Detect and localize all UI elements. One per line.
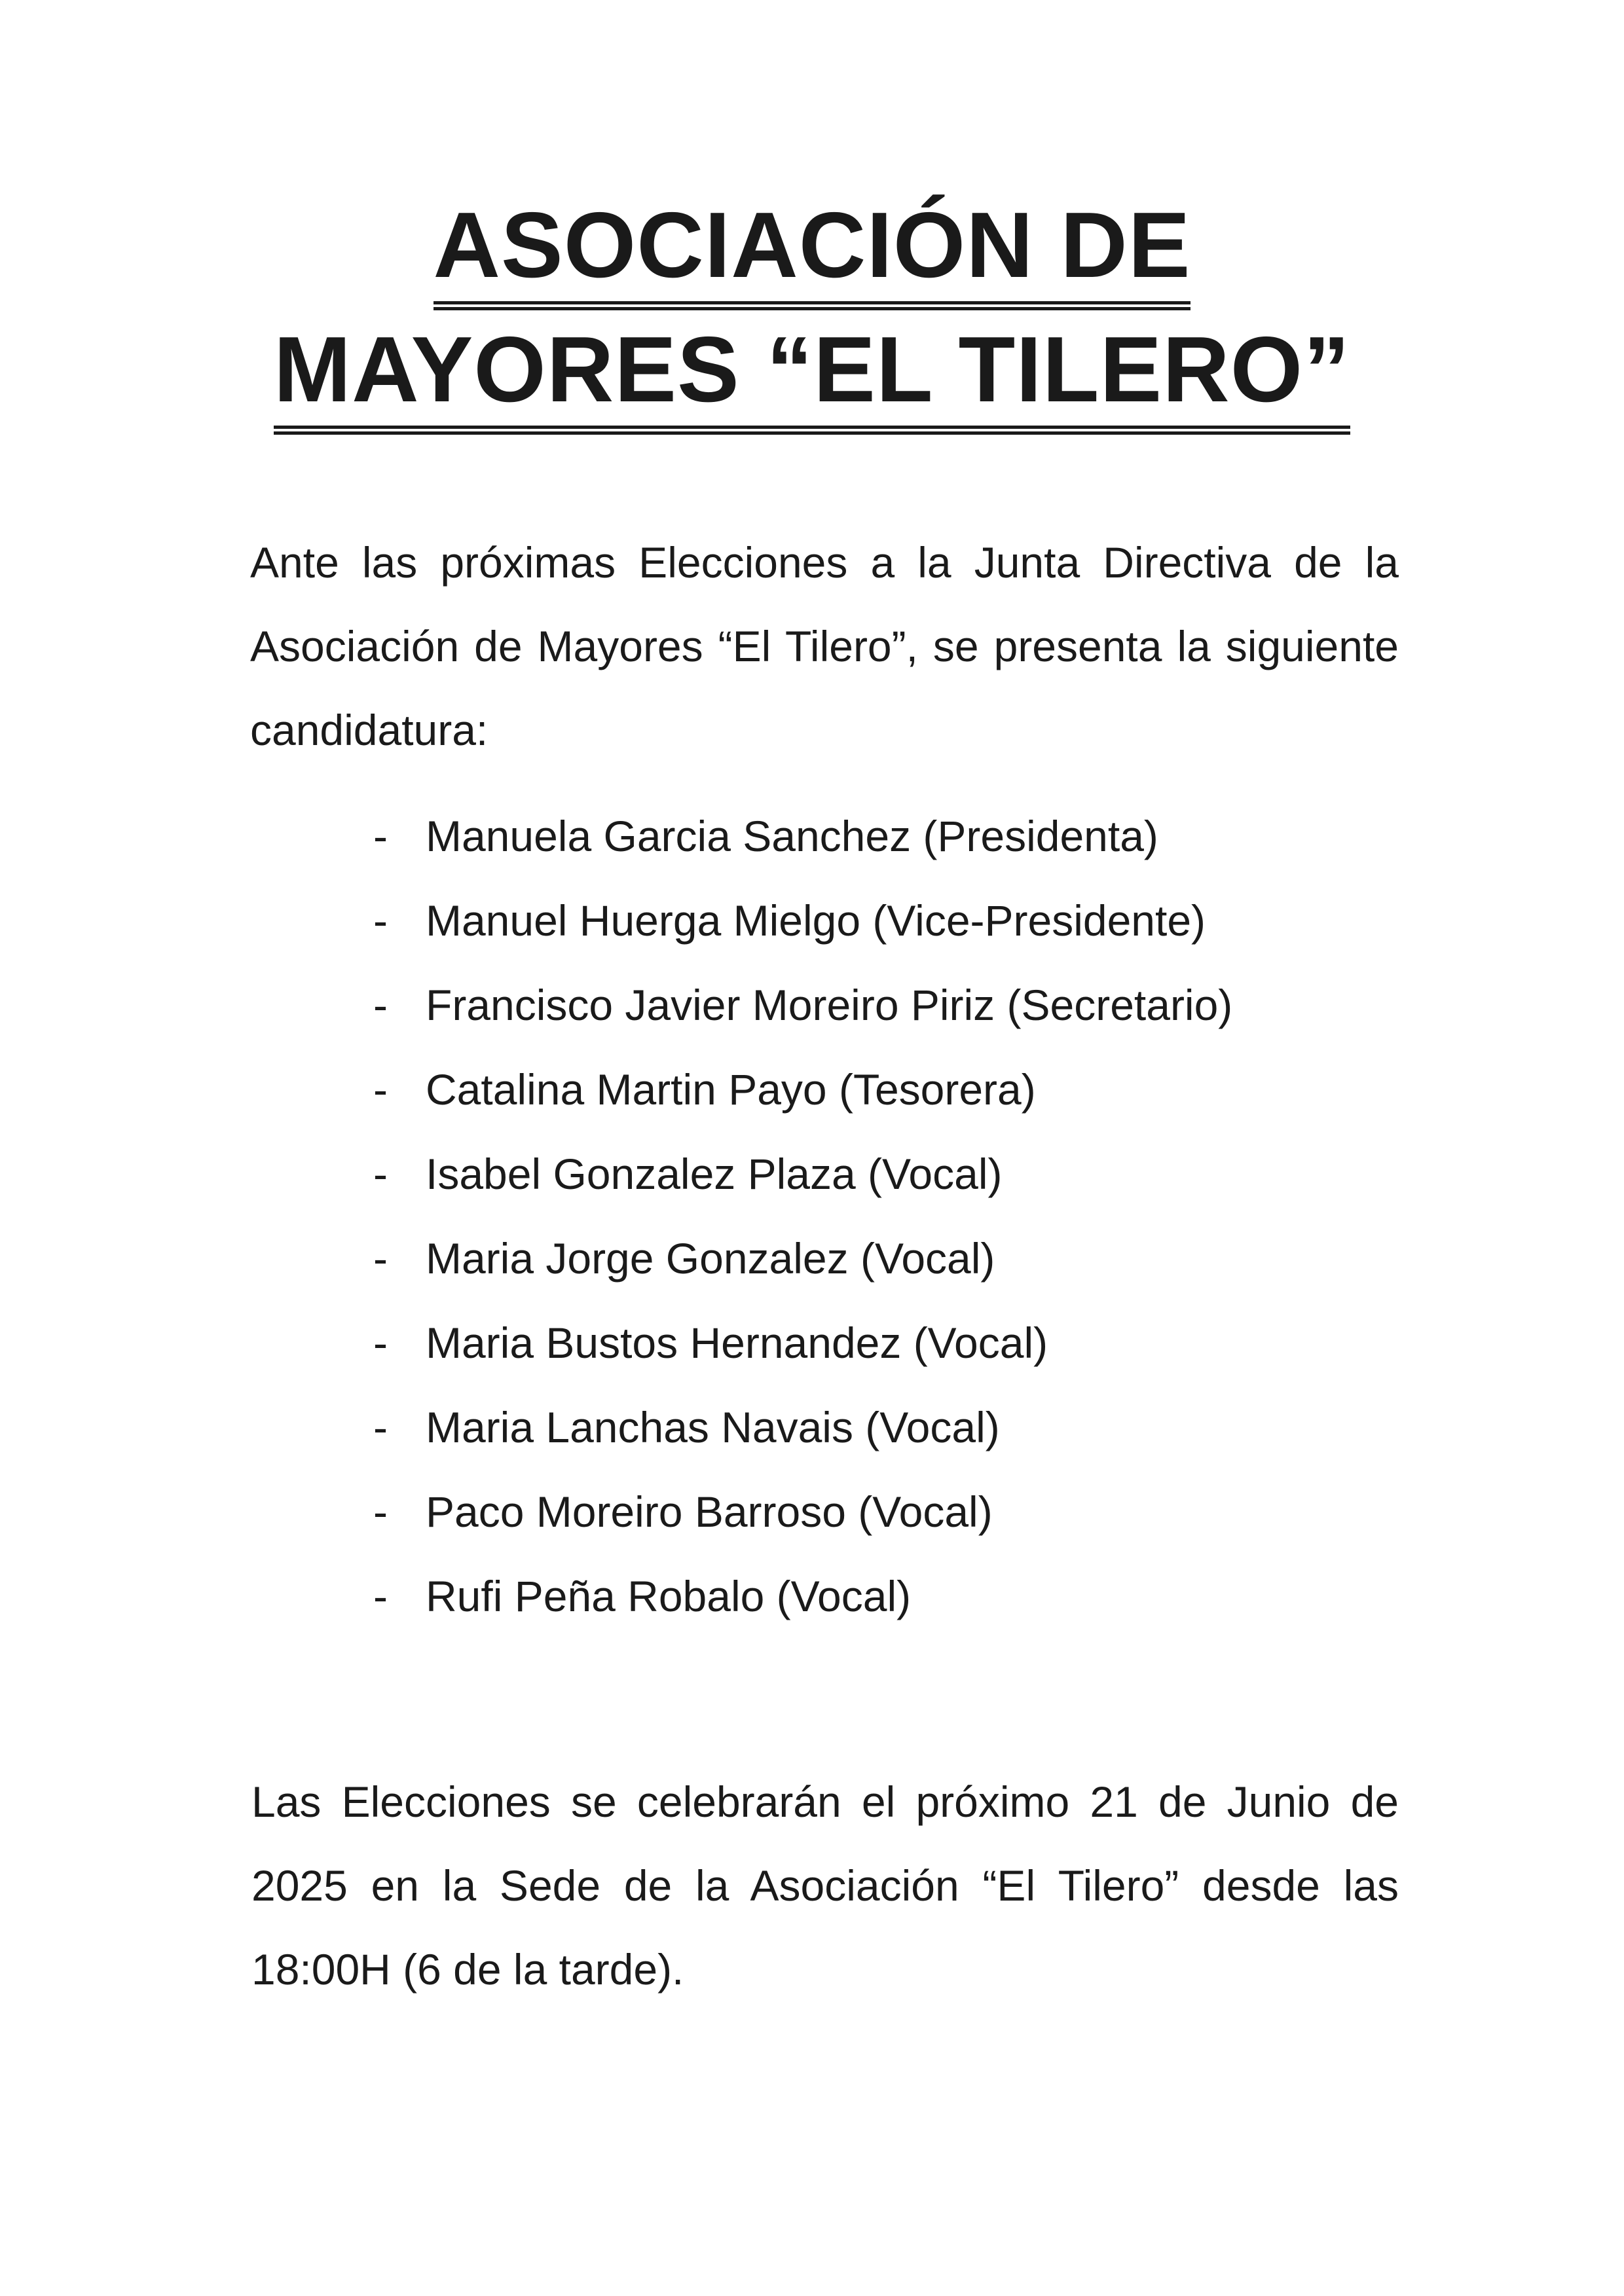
list-dash: - [373, 981, 388, 1029]
list-dash: - [373, 1572, 388, 1620]
list-item [373, 879, 1232, 963]
candidate-name: Catalina Martin Payo (Tesorera) [426, 1065, 1036, 1114]
candidate-name: Maria Lanchas Navais (Vocal) [426, 1403, 1000, 1451]
list-item [373, 1554, 1232, 1639]
candidate-name: Manuela Garcia Sanchez (Presidenta) [426, 812, 1158, 860]
candidate-name: Paco Moreiro Barroso (Vocal) [426, 1487, 993, 1536]
list-dash: - [373, 1065, 388, 1114]
candidate-name: Maria Jorge Gonzalez (Vocal) [426, 1234, 995, 1283]
intro-paragraph: Ante las próximas Elecciones a la Junta Directiva de la Asociación de Mayores “El Tilero”, se presenta la siguiente candidatura: [250, 538, 1399, 754]
list-dash: - [373, 896, 388, 945]
list-dash: - [373, 1150, 388, 1198]
candidate-name: Isabel Gonzalez Plaza (Vocal) [426, 1150, 1003, 1198]
list-item [373, 1385, 1232, 1470]
list-item [373, 794, 1232, 879]
list-item [373, 1048, 1232, 1132]
list-item [373, 1301, 1232, 1385]
title-line-2: MAYORES “EL TILERO” [274, 321, 1350, 435]
candidate-name: Rufi Peña Robalo (Vocal) [426, 1572, 912, 1620]
title-line-1: ASOCIACIÓN DE [434, 196, 1191, 310]
list-dash: - [373, 1487, 388, 1536]
list-dash: - [373, 812, 388, 860]
list-item [373, 1132, 1232, 1216]
list-dash: - [373, 1234, 388, 1283]
candidate-name: Manuel Huerga Mielgo (Vice-Presidente) [426, 896, 1206, 945]
list-item [373, 963, 1232, 1048]
candidate-name: Maria Bustos Hernandez (Vocal) [426, 1319, 1048, 1367]
candidate-list [373, 794, 1232, 1639]
candidate-name: Francisco Javier Moreiro Piriz (Secretario) [426, 981, 1233, 1029]
list-item [373, 1470, 1232, 1554]
list-item [373, 1216, 1232, 1301]
list-dash: - [373, 1403, 388, 1451]
closing-paragraph: Las Elecciones se celebrarán el próximo 21 de Junio de 2025 en la Sede de la Asociación “El Tilero” desde las 18:00H (6 de la tarde). [251, 1777, 1399, 1994]
list-dash: - [373, 1319, 388, 1367]
document-title [0, 193, 1624, 445]
